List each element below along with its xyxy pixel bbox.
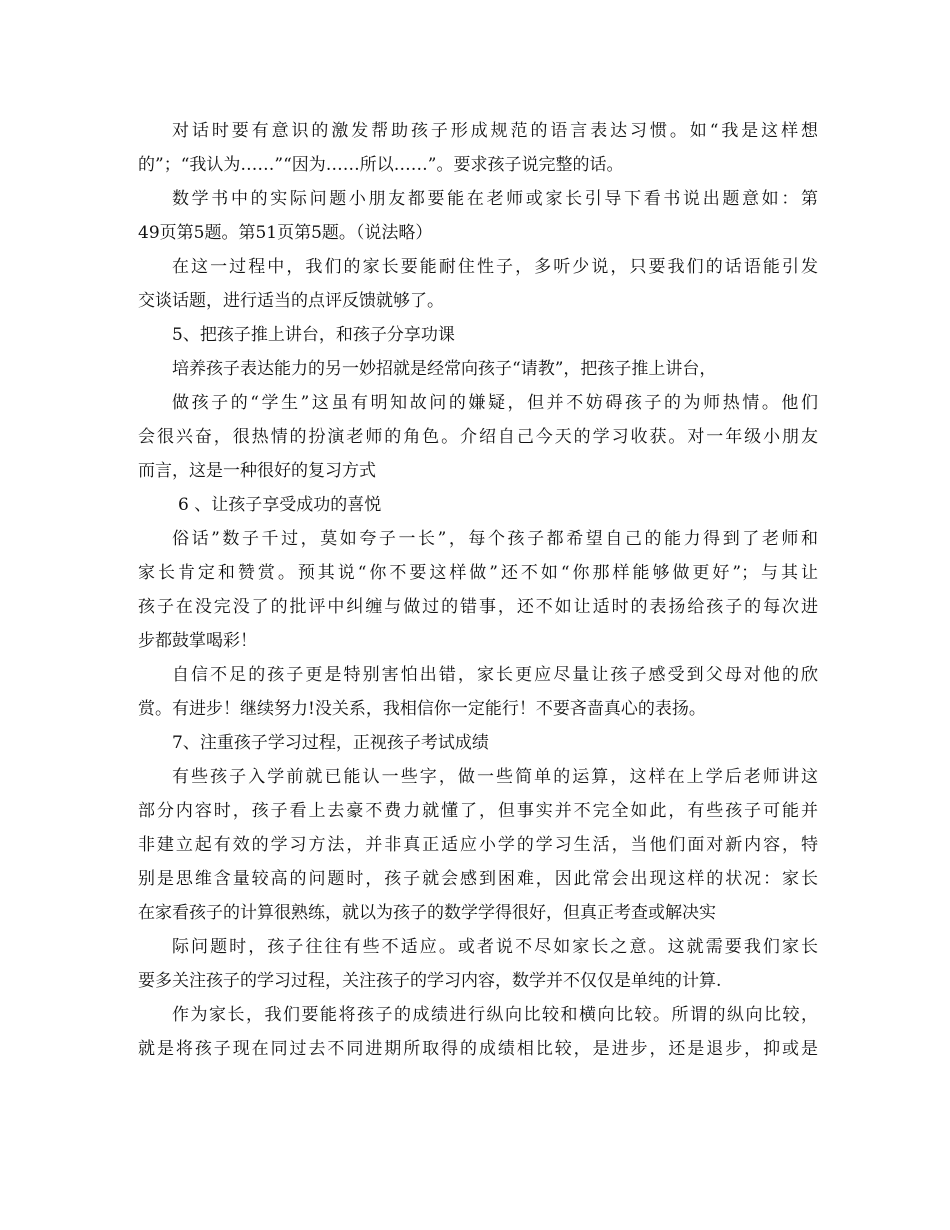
paragraph-line-2: 的”；“我认为……”“因为……所以……”。要求孩子说完整的话。 — [138, 155, 624, 175]
paragraph-line-15: 孩子在没完没了的批评中纠缠与做过的错事，还不如让适时的表扬给孩子的每次进 — [138, 597, 818, 617]
paragraph-line-1: 对话时要有意识的激发帮助孩子形成规范的语言表达习惯。如“我是这样想 — [172, 121, 818, 141]
paragraph-line-27: 作为家长，我们要能将孩子的成绩进行纵向比较和横向比较。所谓的纵向比较， — [172, 1005, 818, 1025]
paragraph-line-23: 别是思维含量较高的问题时，孩子就会感到困难，因此常会出现这样的状况：家长 — [138, 869, 818, 889]
section-heading-7: 7、注重孩子学习过程，正视孩子考试成绩 — [172, 733, 489, 753]
paragraph-line-11: 而言，这是一种很好的复习方式 — [138, 461, 376, 481]
paragraph-line-17: 自信不足的孩子更是特别害怕出错，家长更应尽量让孩子感受到父母对他的欣 — [172, 665, 818, 685]
paragraph-line-6: 交谈话题，进行适当的点评反馈就够了。 — [138, 291, 444, 311]
paragraph-line-14: 家长肯定和赞赏。预其说“你不要这样做”还不如“你那样能够做更好”；与其让 — [138, 563, 818, 583]
section-heading-5: 5、把孩子推上讲台，和孩子分享功课 — [172, 325, 455, 345]
paragraph-line-16: 步都鼓掌喝彩！ — [138, 631, 257, 651]
paragraph-line-8: 培养孩子表达能力的另一妙招就是经常向孩子“请教”，把孩子推上讲台， — [172, 359, 717, 379]
paragraph-line-21: 部分内容时，孩子看上去豪不费力就懂了，但事实并不完全如此，有些孩子可能并 — [138, 801, 818, 821]
paragraph-line-3: 数学书中的实际问题小朋友都要能在老师或家长引导下看书说出题意如：第 — [172, 189, 818, 209]
paragraph-line-5: 在这一过程中，我们的家长要能耐住性子，多听少说，只要我们的话语能引发 — [172, 257, 818, 277]
paragraph-line-13: 俗话”数子千过，莫如夸子一长”，每个孩子都希望自己的能力得到了老师和 — [172, 529, 818, 549]
paragraph-line-28: 就是将孩子现在同过去不同进期所取得的成绩相比较，是进步，还是退步，抑或是 — [138, 1039, 818, 1059]
paragraph-line-20: 有些孩子入学前就已能认一些字，做一些简单的运算，这样在上学后老师讲这 — [172, 767, 818, 787]
article-body — [138, 114, 818, 1066]
paragraph-line-4: 49页第5题。第51页第5题。（说法略） — [138, 223, 433, 243]
paragraph-line-26: 要多关注孩子的学习过程，关注孩子的学习内容，数学并不仅仅是单纯的计算. — [138, 971, 722, 991]
paragraph-line-22: 非建立起有效的学习方法，并非真正适应小学的学习生活，当他们面对新内容，特 — [138, 835, 818, 855]
section-heading-6: 6 、让孩子享受成功的喜悦 — [178, 495, 382, 515]
paragraph-line-25: 际问题时，孩子往往有些不适应。或者说不尽如家长之意。这就需要我们家长 — [172, 937, 818, 957]
paragraph-line-10: 会很兴奋，很热情的扮演老师的角色。介绍自己今天的学习收获。对一年级小朋友 — [138, 427, 818, 447]
paragraph-line-18: 赏。有进步！继续努力!没关系，我相信你一定能行！不要吝啬真心的表扬。 — [138, 699, 706, 719]
paragraph-line-9: 做孩子的“学生”这虽有明知故问的嫌疑，但并不妨碍孩子的为师热情。他们 — [172, 393, 818, 413]
paragraph-line-24: 在家看孩子的计算很熟练，就以为孩子的数学学得很好，但真正考查或解决实 — [138, 903, 716, 923]
